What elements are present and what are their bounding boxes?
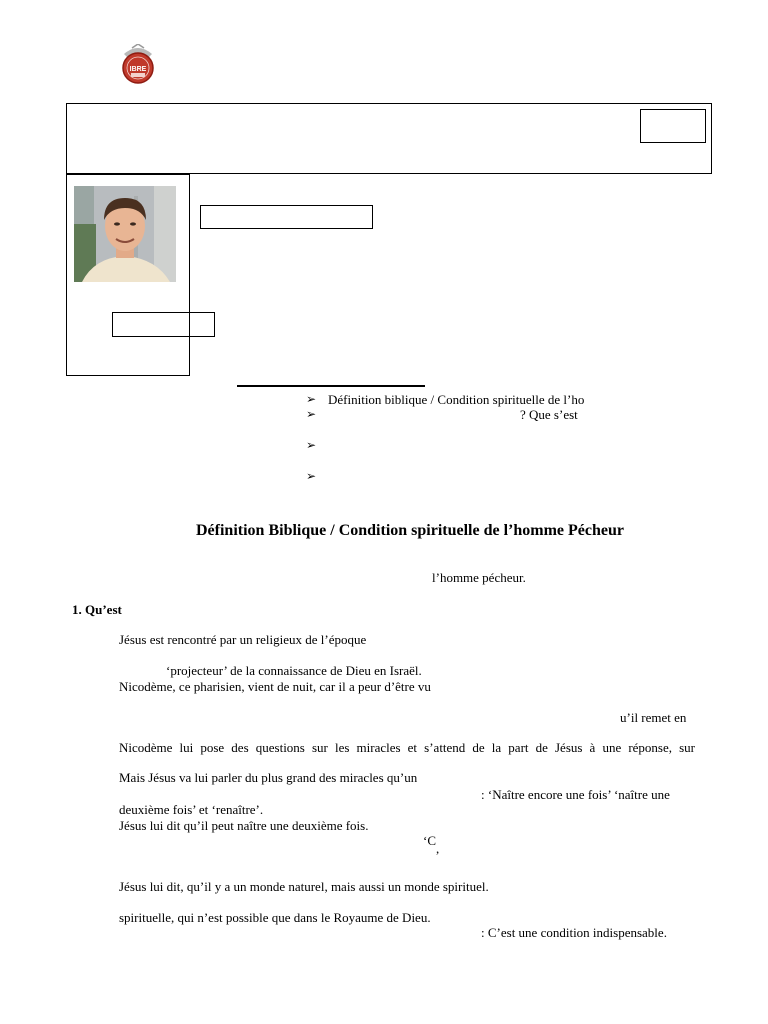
organization-logo [118,44,158,86]
header-frame [66,103,712,174]
body-line: Nicodème, ce pharisien, vient de nuit, car il a peur d’être vu [119,679,431,694]
body-line: Jésus est rencontré par un religieux de l’époque [119,632,367,647]
toc-bullet-icon: ➢ [306,392,317,406]
body-line: , [436,841,440,856]
toc-bullet-icon: ➢ [306,407,317,421]
toc-bullet-icon: ➢ [306,469,317,483]
author-name-box [200,205,373,229]
body-line: deuxième fois’ et ‘renaître’. [119,802,264,817]
body-line: ‘C [423,833,436,848]
body-line: : ‘Naître encore une fois’ ‘naître une [481,787,670,802]
header-small-box [640,109,706,143]
body-line: Jésus lui dit, qu’il y a un monde naturel, mais aussi un monde spirituel. [119,879,489,894]
section-1-heading: 1. Qu’est [72,602,122,617]
logo-text: IBRE [129,66,147,73]
toc-underline [237,385,425,387]
body-line: Nicodème lui pose des questions sur les miracles et s’attend de la part de Jésus à une réponse, sur [119,740,695,755]
main-heading: Définition Biblique / Condition spirituelle de l’homme Pécheur [196,522,625,539]
body-line: ‘projecteur’ de la connaissance de Dieu en Israël. [166,663,422,678]
toc-item-1[interactable]: Définition biblique / Condition spirituelle de l’ho [328,392,585,407]
toc-bullet-icon: ➢ [306,438,317,452]
body-line: Jésus lui dit qu’il peut naître une deuxième fois. [119,818,369,833]
intro-text: l’homme pécheur. [432,570,526,585]
body-line: : C’est une condition indispensable. [481,925,667,940]
toc-item-2[interactable]: ? Que s’est [520,407,578,422]
author-photo [74,186,176,282]
author-caption-box [112,312,215,337]
body-line: Mais Jésus va lui parler du plus grand des miracles qu’un [119,770,418,785]
body-line: spirituelle, qui n’est possible que dans le Royaume de Dieu. [119,910,431,925]
body-line: u’il remet en [620,710,687,725]
